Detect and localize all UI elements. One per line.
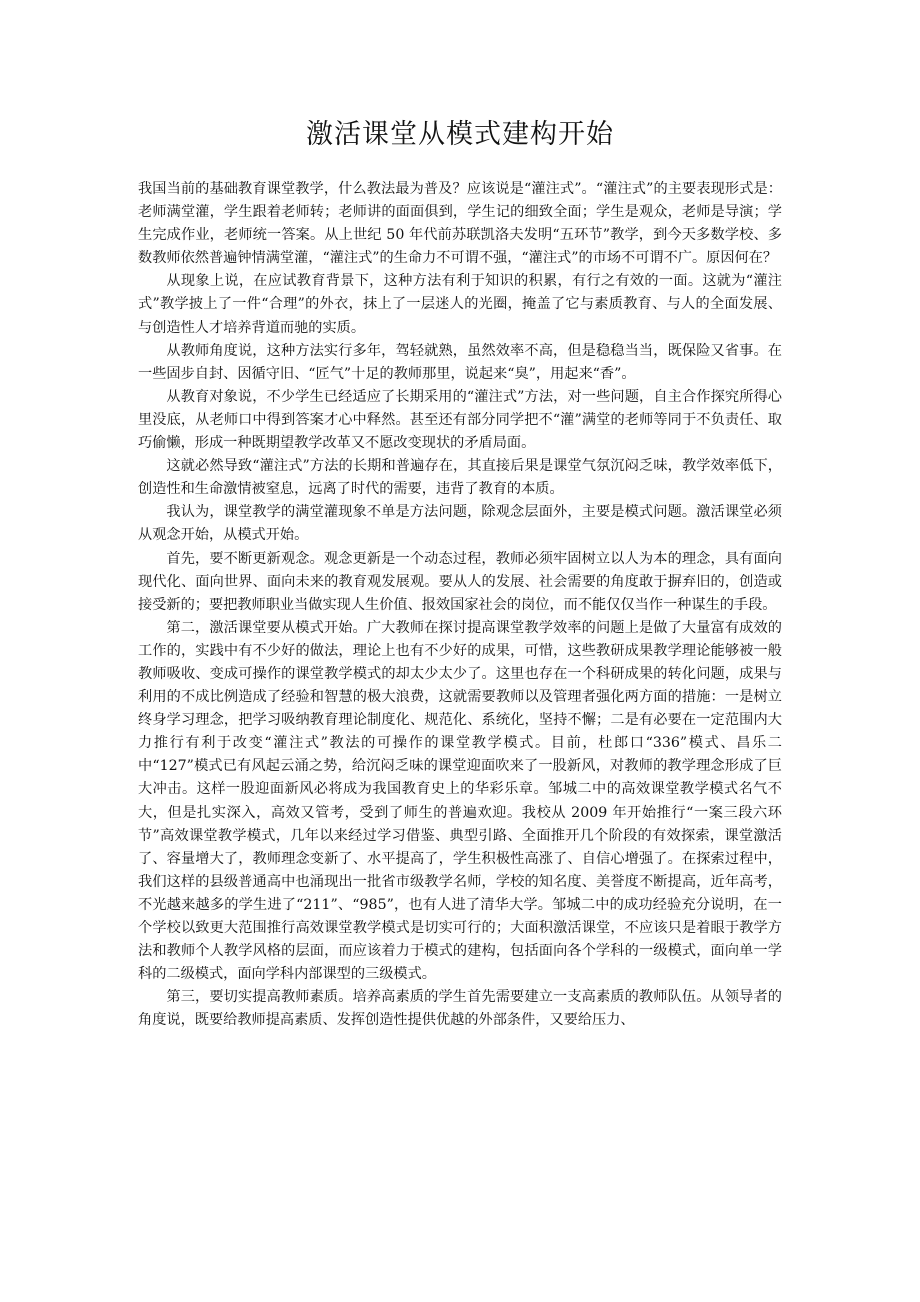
- paragraph-third-point: 第三，要切实提高教师素质。培养高素质的学生首先需要建立一支高素质的教师队伍。从领导者的角度说，既要给教师提高素质、发挥创造性提供优越的外部条件，又要给压力、: [138, 989, 782, 1029]
- paragraph-consequence: 这就必然导致“灌注式”方法的长期和普遍存在，其直接后果是课堂气氛沉闷乏味，教学效率低下，创造性和生命激情被窒息，远离了时代的需要，违背了教育的本质。: [138, 458, 782, 498]
- paragraph-phenomenon: 从现象上说，在应试教育背景下，这种方法有利于知识的积累，有行之有效的一面。这就为“灌注式”教学披上了一件“合理”的外衣，抹上了一层迷人的光圈，掩盖了它与素质教育、与人的全面发展、与创造性人才培养背道而驰的实质。: [138, 273, 782, 336]
- paragraph-opinion: 我认为，课堂教学的满堂灌现象不单是方法问题，除观念层面外，主要是模式问题。激活课堂必须从观念开始，从模式开始。: [138, 504, 782, 544]
- document-title: 激活课堂从模式建构开始: [306, 119, 614, 150]
- paragraph-first-point: 首先，要不断更新观念。观念更新是一个动态过程，教师必须牢固树立以人为本的理念，具有面向现代化、面向世界、面向未来的教育观发展观。要从人的发展、社会需要的角度敢于摒弃旧的，创造或接受新的；要把教师职业当做实现人生价值、报效国家社会的岗位，而不能仅仅当作一种谋生的手段。: [138, 550, 782, 613]
- paragraph-intro: 我国当前的基础教育课堂教学，什么教法最为普及？应该说是“灌注式”。“灌注式”的主要表现形式是：老师满堂灌，学生跟着老师转；老师讲的面面俱到，学生记的细致全面；学生是观众，老师是导演；学生完成作业，老师统一答案。从上世纪 50 年代前苏联凯洛夫发明“五环节”教学，到今天多数学校、多数教师依然普遍钟情满堂灌，“灌注式”的生命力不可谓不强，“灌注式”的市场不可谓不广。原因何在？: [138, 181, 782, 267]
- paragraph-student-view: 从教育对象说，不少学生已经适应了长期采用的“灌注式”方法，对一些问题，自主合作探究所得心里没底，从老师口中得到答案才心中释然。甚至还有部分同学把不“灌”满堂的老师等同于不负责任、取巧偷懒，形成一种既期望教学改革又不愿改变现状的矛盾局面。: [138, 388, 782, 452]
- paragraph-teacher-view: 从教师角度说，这种方法实行多年，驾轻就熟，虽然效率不高，但是稳稳当当，既保险又省事。在一些固步自封、因循守旧、“匠气”十足的教师那里，说起来“臭”，用起来“香”。: [138, 342, 782, 382]
- document-body: [138, 178, 782, 1032]
- paragraph-second-point: 第二，激活课堂要从模式开始。广大教师在探讨提高课堂教学效率的问题上是做了大量富有成效的工作的，实践中有不少好的做法，理论上也有不少好的成果，可惜，这些教研成果教学理论能够被一般教师吸收、变成可操作的课堂教学模式的却太少太少了。这里也存在一个科研成果的转化问题，成果与利用的不成比例造成了经验和智慧的极大浪费，这就需要教师以及管理者强化两方面的措施：一是树立终身学习理念，把学习吸纳教育理论制度化、规范化、系统化，坚持不懈；二是有必要在一定范围内大力推行有利于改变“灌注式”教法的可操作的课堂教学模式。目前，杜郎口“336”模式、昌乐二中“127”模式已有风起云涌之势，给沉闷乏味的课堂迎面吹来了一股新风，对教师的教学理念形成了巨大冲击。这样一股迎面新风必将成为我国教育史上的华彩乐章。邹城二中的高效课堂教学模式名气不大，但是扎实深入，高效又管考，受到了师生的普遍欢迎。我校从 2009 年开始推行“一案三段六环节”高效课堂教学模式，几年以来经过学习借鉴、典型引路、全面推开几个阶段的有效探索，课堂激活了、容量增大了，教师理念变新了、水平提高了，学生积极性高涨了、自信心增强了。在探索过程中，我们这样的县级普通高中也涌现出一批省市级教学名师，学校的知名度、美誉度不断提高，近年高考，不光越来越多的学生进了“211”、“985”，也有人进了清华大学。邹城二中的成功经验充分说明，在一个学校以致更大范围推行高效课堂教学模式是切实可行的；大面积激活课堂，不应该只是着眼于教学方法和教师个人教学风格的层面，而应该着力于模式的建构，包括面向各个学科的一级模式，面向单一学科的二级模式，面向学科内部课型的三级模式。: [138, 619, 782, 983]
